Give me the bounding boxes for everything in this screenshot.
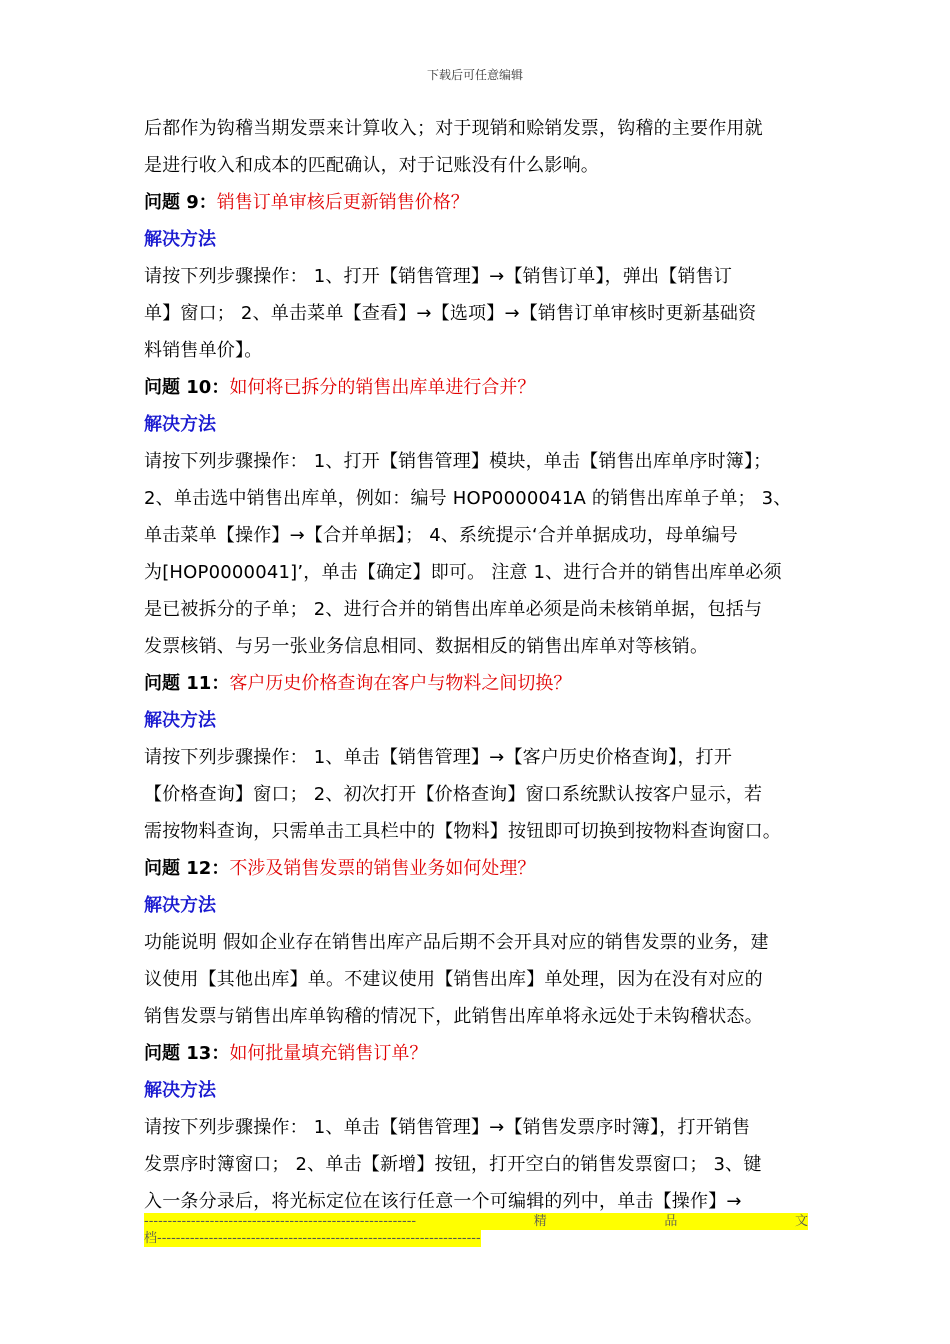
footer-dashes: ----------------------------------------------------------	[144, 1214, 417, 1229]
question-label: 问题 12：	[144, 858, 230, 879]
answer-line: 功能说明 假如企业存在销售出库产品后期不会开具对应的销售发票的业务，建	[144, 932, 769, 953]
answer-line: 需按物料查询，只需单击工具栏中的【物料】按钮即可切换到按物料查询窗口。	[144, 821, 781, 842]
answer-line: 销售发票与销售出库单钩稽的情况下，此销售出库单将永远处于未钩稽状态。	[144, 1006, 763, 1027]
page-footer	[144, 1213, 808, 1247]
answer-line: 请按下列步骤操作： 1、单击【销售管理】→【销售发票序时簿】，打开销售	[144, 1117, 751, 1138]
answer-line: 为[HOP0000041]’，单击【确定】即可。 注意 1、进行合并的销售出库单必须	[144, 562, 782, 583]
footer-char: 文	[794, 1214, 808, 1229]
question-label: 问题 11：	[144, 673, 230, 694]
solution-heading: 解决方法	[144, 895, 216, 916]
answer-line: 【价格查询】窗口； 2、初次打开【价格查询】窗口系统默认按客户显示，若	[144, 784, 763, 805]
question-text: 客户历史价格查询在客户与物料之间切换？	[229, 673, 572, 694]
answer-line: 请按下列步骤操作： 1、单击【销售管理】→【客户历史价格查询】，打开	[144, 747, 733, 768]
footer-char: 档	[144, 1231, 158, 1246]
answer-line: 单击菜单【操作】→【合并单据】； 4、系统提示‘合并单据成功，母单编号	[144, 525, 738, 546]
question-13	[144, 1035, 808, 1072]
answer-line: 2、单击选中销售出库单，例如：编号 HOP0000041A 的销售出库单子单； 3、	[144, 488, 792, 509]
question-10	[144, 369, 808, 406]
footer-row-1	[144, 1213, 808, 1230]
question-label: 问题 9：	[144, 192, 217, 213]
answer-line: 请按下列步骤操作： 1、打开【销售管理】→【销售订单】，弹出【销售订	[144, 266, 733, 287]
solution-heading: 解决方法	[144, 414, 216, 435]
answer-line: 是已被拆分的子单； 2、进行合并的销售出库单必须是尚未核销单据，包括与	[144, 599, 763, 620]
question-text: 如何批量填充销售订单？	[229, 1043, 428, 1064]
answer-line: 料销售单价】。	[144, 340, 263, 361]
footer-char: 品	[664, 1214, 678, 1229]
answer-line: 发票序时簿窗口； 2、单击【新增】按钮，打开空白的销售发票窗口； 3、键	[144, 1154, 762, 1175]
answer-line: 议使用【其他出库】单。不建议使用【销售出库】单处理，因为在没有对应的	[144, 969, 763, 990]
question-text: 销售订单审核后更新销售价格？	[216, 192, 469, 213]
solution-heading: 解决方法	[144, 710, 216, 731]
answer-line: 请按下列步骤操作： 1、打开【销售管理】模块，单击【销售出库单序时簿】；	[144, 451, 772, 472]
intro-line-2: 是进行收入和成本的匹配确认，对于记账没有什么影响。	[144, 155, 599, 176]
footer-char: 精	[533, 1214, 547, 1229]
page-header: 下载后可任意编辑	[426, 68, 523, 82]
solution-heading: 解决方法	[144, 229, 216, 250]
solution-heading: 解决方法	[144, 1080, 216, 1101]
document-body	[144, 110, 808, 1220]
footer-dashes: ---------------------------------------------------------------------	[157, 1231, 481, 1246]
question-11	[144, 665, 808, 702]
question-12	[144, 850, 808, 887]
question-9	[144, 184, 808, 221]
footer-row-2	[144, 1230, 481, 1247]
intro-line-1: 后都作为钩稽当期发票来计算收入；对于现销和赊销发票，钩稽的主要作用就	[144, 118, 763, 139]
question-label: 问题 13：	[144, 1043, 230, 1064]
answer-line: 单】窗口； 2、单击菜单【查看】→【选项】→【销售订单审核时更新基础资	[144, 303, 757, 324]
answer-line: 发票核销、与另一张业务信息相同、数据相反的销售出库单对等核销。	[144, 636, 709, 657]
question-text: 不涉及销售发票的销售业务如何处理？	[229, 858, 536, 879]
question-label: 问题 10：	[144, 377, 230, 398]
question-text: 如何将已拆分的销售出库单进行合并？	[229, 377, 536, 398]
answer-line: 入一条分录后，将光标定位在该行任意一个可编辑的列中，单击【操作】→	[144, 1191, 742, 1212]
